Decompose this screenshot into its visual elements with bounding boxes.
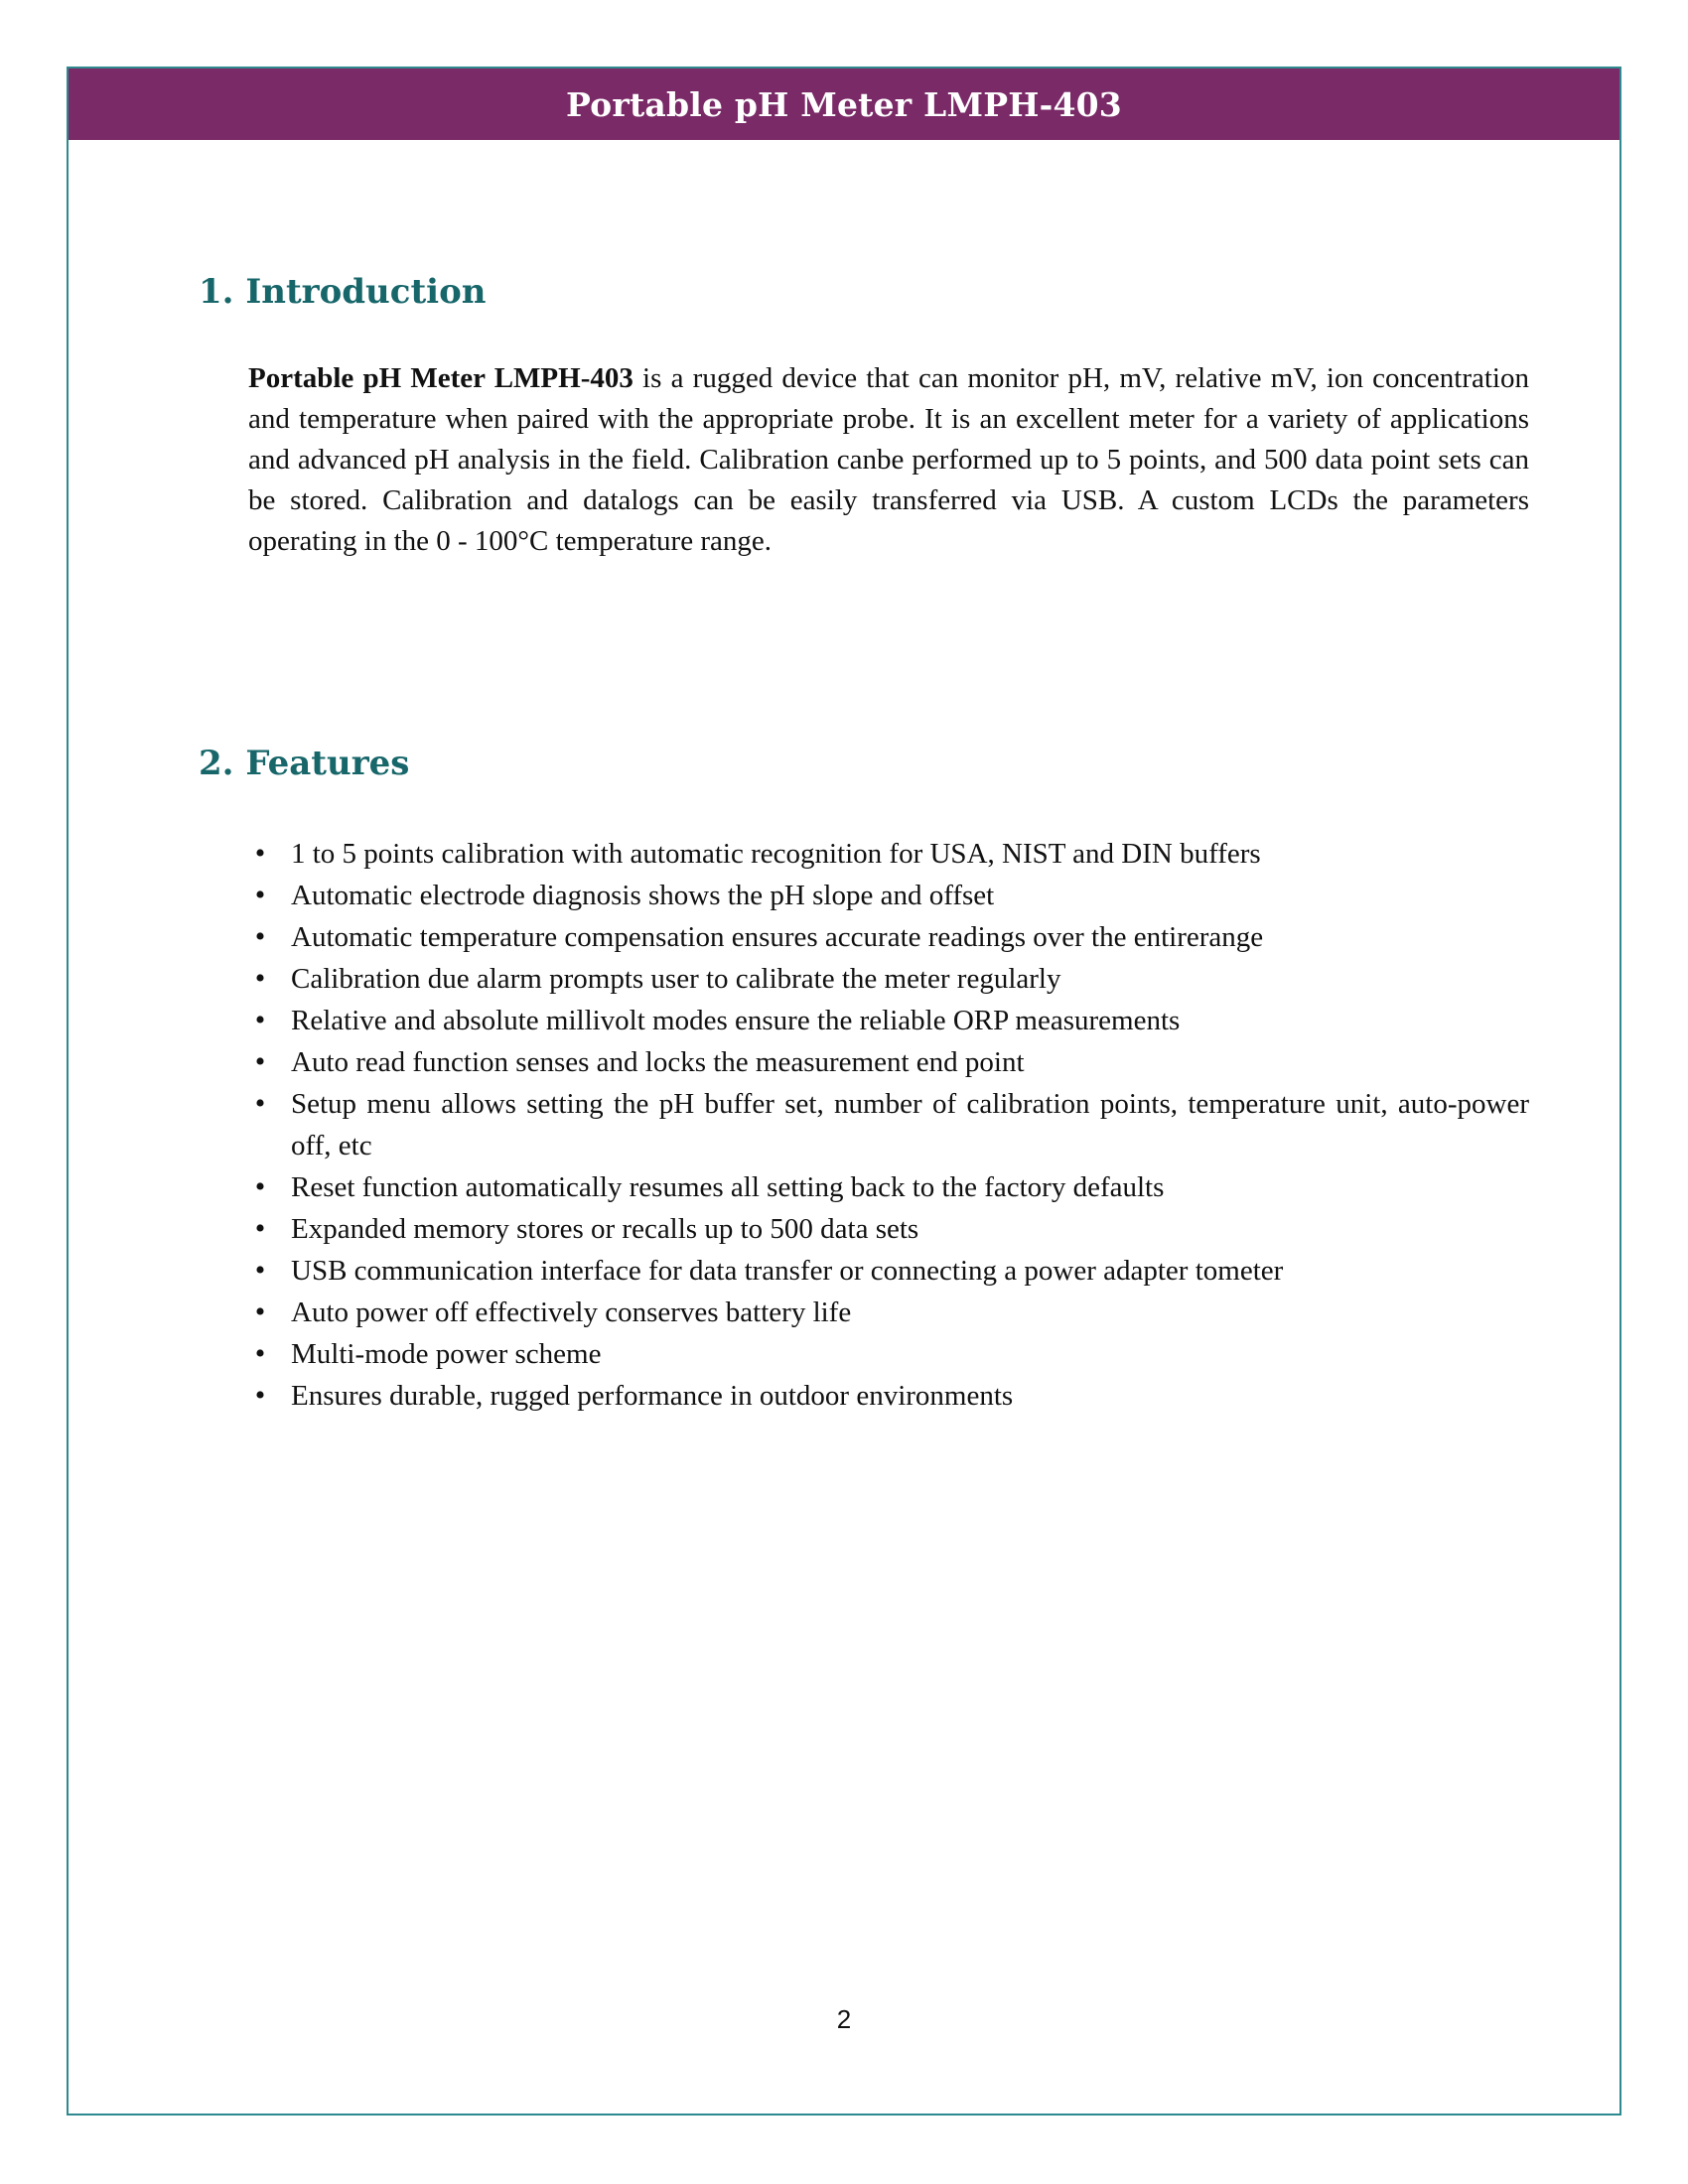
bullet-icon: • (254, 1379, 266, 1412)
page-number: 2 (836, 2004, 852, 2034)
feature-text: Automatic electrode diagnosis shows the pH slope and offset (291, 880, 995, 911)
feature-text: Ensures durable, rugged performance in outdoor environments (291, 1380, 1014, 1412)
feature-item (248, 1166, 1529, 1208)
bullet-icon: • (254, 1087, 266, 1120)
feature-text: Auto power off effectively conserves battery life (291, 1297, 852, 1328)
feature-text: Multi-mode power scheme (291, 1338, 602, 1370)
feature-text: Auto read function senses and locks the measurement end point (291, 1046, 1025, 1078)
feature-text: Relative and absolute millivolt modes ensure the reliable ORP measurements (291, 1005, 1181, 1036)
bullet-icon: • (254, 920, 266, 953)
feature-item (248, 1292, 1529, 1333)
bullet-icon: • (254, 1337, 266, 1370)
introduction-paragraph (248, 358, 1529, 562)
feature-item (248, 1250, 1529, 1292)
product-name: Portable pH Meter LMPH-403 (248, 362, 633, 394)
feature-item (248, 1208, 1529, 1250)
feature-item (248, 1000, 1529, 1041)
page-frame (67, 67, 1621, 2116)
bullet-icon: • (254, 1004, 266, 1036)
bullet-icon: • (254, 1254, 266, 1287)
bullet-icon: • (254, 1212, 266, 1245)
title-bar (69, 68, 1619, 140)
feature-item (248, 1333, 1529, 1375)
feature-item (248, 833, 1529, 875)
introduction-body: is a rugged device that can monitor pH, mV, relative mV, ion concentration and temperature when paired with the appropriate probe. It is an excellent meter for a variety of applications and advanced pH analysis in the field. Calibration canbe performed up to 5 points, and 500 data point sets can be stored. Calibration and datalogs can be easily transferred via USB. A custom LCDs the parameters operating in the 0 - 100°C temperature range. (248, 362, 1529, 557)
feature-item (248, 1375, 1529, 1417)
document-title: Portable pH Meter LMPH-403 (566, 84, 1122, 124)
features-heading: 2. Features (199, 744, 410, 783)
feature-text: Calibration due alarm prompts user to calibrate the meter regularly (291, 963, 1061, 995)
bullet-icon: • (254, 1170, 266, 1203)
feature-text: USB communication interface for data transfer or connecting a power adapter tometer (291, 1255, 1284, 1287)
feature-item (248, 1083, 1529, 1166)
feature-item (248, 875, 1529, 916)
bullet-icon: • (254, 1296, 266, 1328)
feature-item (248, 958, 1529, 1000)
feature-text: Automatic temperature compensation ensures accurate readings over the entirerange (291, 921, 1264, 953)
feature-item (248, 916, 1529, 958)
feature-list (248, 833, 1529, 1417)
feature-item (248, 1041, 1529, 1083)
bullet-icon: • (254, 1045, 266, 1078)
bullet-icon: • (254, 962, 266, 995)
feature-text: Expanded memory stores or recalls up to 500 data sets (291, 1213, 919, 1245)
bullet-icon: • (254, 837, 266, 870)
bullet-icon: • (254, 879, 266, 911)
feature-text: Setup menu allows setting the pH buffer set, number of calibration points, temperature unit, auto-power off, etc (291, 1088, 1529, 1161)
feature-text: Reset function automatically resumes all setting back to the factory defaults (291, 1171, 1165, 1203)
feature-text: 1 to 5 points calibration with automatic recognition for USA, NIST and DIN buffers (291, 838, 1261, 870)
introduction-heading: 1. Introduction (199, 272, 487, 312)
